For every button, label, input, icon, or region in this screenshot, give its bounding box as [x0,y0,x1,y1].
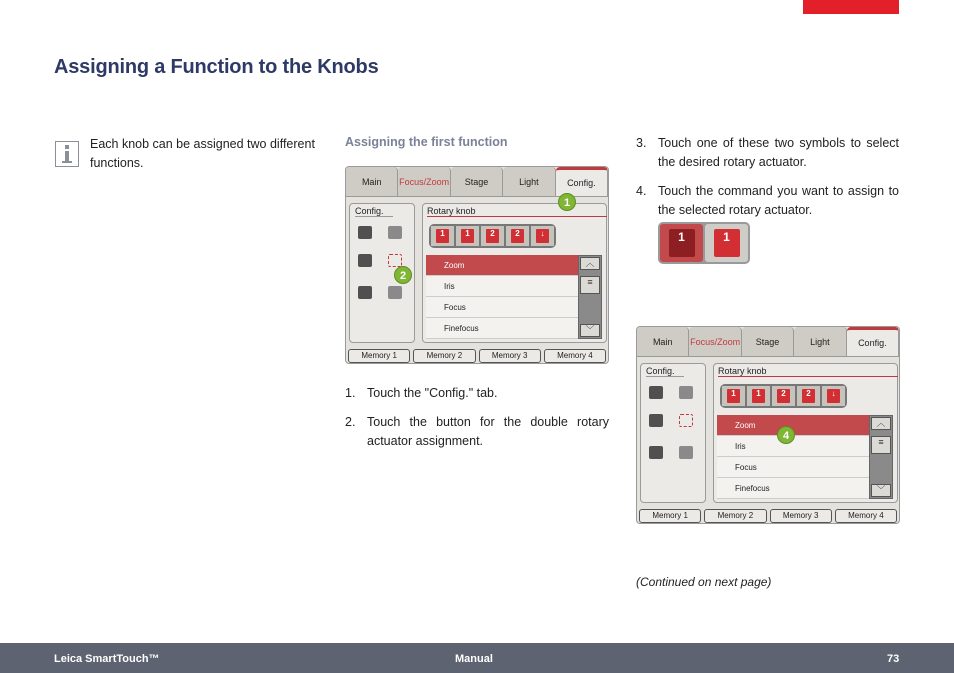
knob-button[interactable]: ↓ [822,386,845,406]
rotary-knob-label: Rotary knob [718,366,898,377]
memory-button[interactable]: Memory 4 [835,509,897,523]
info-icon [55,141,79,167]
rotary-actuator-symbol[interactable]: 1 [705,224,748,262]
knob-button[interactable]: 1 [747,386,770,406]
steps-list [636,134,899,230]
footer-doc: Manual [455,653,493,665]
function-list [426,255,578,339]
scroll-down-icon[interactable]: ﹀ [580,324,600,337]
tab-focus-zoom[interactable]: Focus/Zoom [689,327,741,356]
page-number: 73 [887,653,900,665]
rotary-symbol-pair [658,222,750,264]
list-item[interactable]: Iris [717,436,869,457]
knob-selector [429,224,556,248]
knob-button[interactable]: 2 [481,226,504,246]
menu-icon[interactable]: ≡ [871,436,891,454]
memory-bar [346,349,608,363]
rotary-knob-panel [713,363,898,503]
memory-bar [637,509,899,523]
double-rotary-button[interactable] [679,414,693,427]
list-item[interactable]: Focus [426,297,578,318]
memory-button[interactable]: Memory 2 [704,509,766,523]
ui-screenshot-config [345,166,609,364]
list-touch-icon[interactable] [649,414,663,427]
touch-icon[interactable] [388,226,402,239]
memory-button[interactable]: Memory 1 [348,349,410,363]
footer-brand: Leica SmartTouch™ [54,653,160,665]
scrollbar[interactable] [869,415,893,499]
page-title: Assigning a Function to the Knobs [54,56,379,78]
memory-button[interactable]: Memory 2 [413,349,475,363]
knob-button[interactable]: 2 [772,386,795,406]
callout-badge: 1 [558,193,576,211]
ui-screenshot-assign [636,326,900,524]
callout-badge: 4 [777,426,795,444]
tab-bar [637,327,899,357]
knob-selector [720,384,847,408]
rotary-knob-label: Rotary knob [427,206,607,217]
memory-button[interactable]: Memory 1 [639,509,701,523]
tab-stage[interactable]: Stage [451,167,503,196]
scrollbar[interactable] [578,255,602,339]
tab-stage[interactable]: Stage [742,327,794,356]
continued-note: (Continued on next page) [636,575,772,589]
tab-focus-zoom[interactable]: Focus/Zoom [398,167,450,196]
config-panel-label: Config. [646,366,684,377]
memory-button[interactable]: Memory 3 [770,509,832,523]
list-item[interactable]: Focus [717,457,869,478]
knob-button[interactable]: 1 [456,226,479,246]
list-item[interactable]: Iris [426,276,578,297]
scroll-up-icon[interactable]: ︿ [580,257,600,270]
step-item: 2. Touch the button for the double rotary actuator assignment. [345,415,609,448]
list-touch-icon[interactable] [358,254,372,267]
config-panel [640,363,706,503]
footer [0,643,954,673]
list-item[interactable]: Finefocus [717,478,869,499]
section-heading: Assigning the first function [345,135,508,149]
step-item: 3. Touch one of these two symbols to select the desired rotary actuator. [636,136,899,169]
info-note: Each knob can be assigned two different functions. [90,137,315,170]
knob-button[interactable]: 1 [431,226,454,246]
knob-button[interactable]: 2 [797,386,820,406]
knob-button[interactable]: 1 [722,386,745,406]
memory-button[interactable]: Memory 3 [479,349,541,363]
callout-badge: 2 [394,266,412,284]
header-accent-bar [803,0,899,14]
steps-list [345,384,609,461]
rotary-knob-panel [422,203,607,343]
tab-main[interactable]: Main [346,167,398,196]
knob-button[interactable]: 2 [506,226,529,246]
save-icon[interactable] [358,286,372,299]
tab-main[interactable]: Main [637,327,689,356]
function-list [717,415,869,499]
wrench-icon[interactable] [679,446,693,459]
stage-icon[interactable] [649,386,663,399]
wrench-icon[interactable] [388,286,402,299]
tab-light[interactable]: Light [794,327,846,356]
list-item[interactable]: Finefocus [426,318,578,339]
tab-light[interactable]: Light [503,167,555,196]
scroll-up-icon[interactable]: ︿ [871,417,891,430]
tab-config[interactable]: Config. [556,167,608,196]
step-item: 1. Touch the "Config." tab. [345,386,498,400]
touch-icon[interactable] [679,386,693,399]
stage-icon[interactable] [358,226,372,239]
double-rotary-button[interactable] [388,254,402,267]
list-item[interactable]: Zoom [426,255,578,276]
tab-config[interactable]: Config. [847,327,899,356]
memory-button[interactable]: Memory 4 [544,349,606,363]
list-item[interactable]: Zoom [717,415,869,436]
knob-button[interactable]: ↓ [531,226,554,246]
menu-icon[interactable]: ≡ [580,276,600,294]
config-panel-label: Config. [355,206,393,217]
step-item: 4. Touch the command you want to assign to the selected rotary actuator. [636,184,899,217]
scroll-down-icon[interactable]: ﹀ [871,484,891,497]
save-icon[interactable] [649,446,663,459]
rotary-actuator-symbol[interactable]: 1 [660,224,703,262]
